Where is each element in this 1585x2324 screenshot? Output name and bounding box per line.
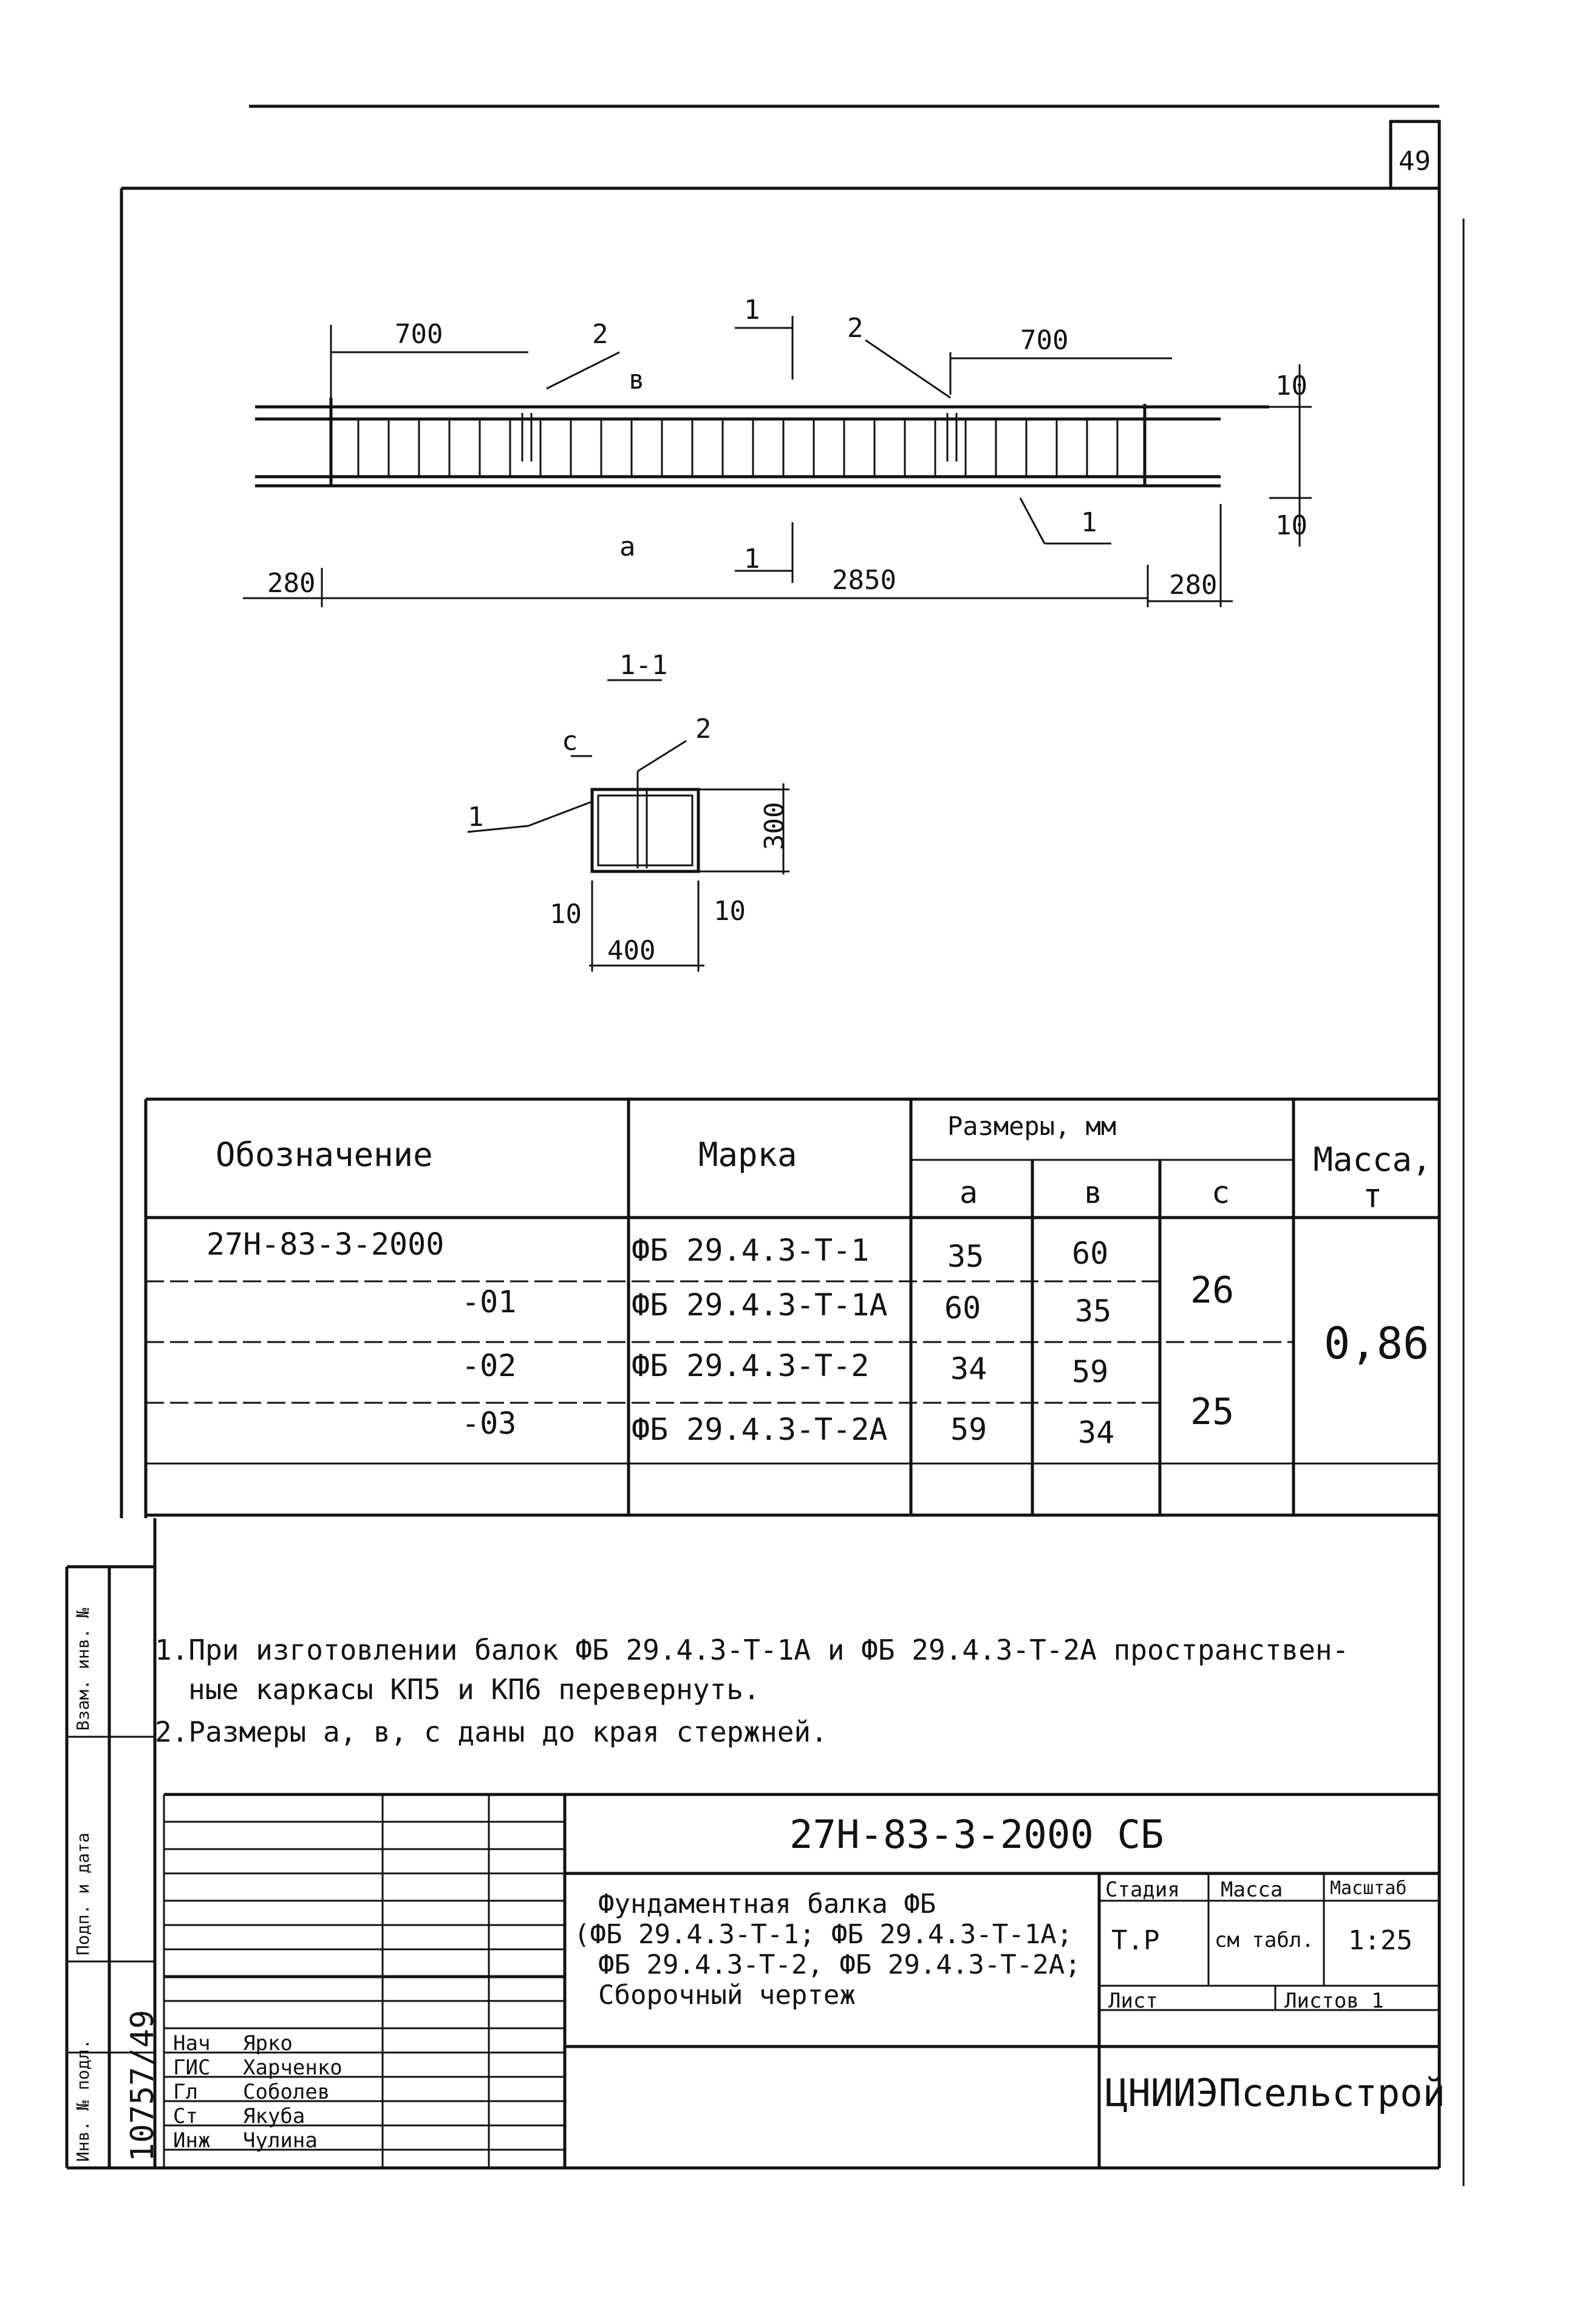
page-number: 49 (1399, 146, 1431, 177)
note-line-1: 1.При изготовлении балок ФБ 29.4.3-Т-1А и ФБ 29.4.3-Т-2А пространствен- (155, 1634, 1349, 1666)
dim-700-left: 700 (395, 319, 443, 350)
row-2-mark: ФБ 29.4.3-Т-2 (632, 1348, 870, 1383)
row-3-b: 34 (1078, 1415, 1115, 1450)
dim-2850: 2850 (832, 565, 896, 596)
sheet-label: Лист (1108, 1989, 1158, 2013)
section-dim-300: 300 (759, 802, 790, 850)
section-mark-top: 1 (744, 295, 760, 325)
sign-date-label: Подп. и дата (73, 1832, 93, 1955)
dim-10-top: 10 (1275, 370, 1307, 401)
stage-value: Т.Р (1111, 1925, 1160, 1956)
row-2-a: 34 (950, 1351, 987, 1386)
header-sizes: Размеры, мм (947, 1111, 1117, 1141)
header-designation: Обозначение (216, 1136, 433, 1174)
section-dim-10-left: 10 (550, 899, 582, 930)
title-line-4: Сборочный чертеж (598, 1980, 856, 2011)
title-line-2: (ФБ 29.4.3-Т-1; ФБ 29.4.3-Т-1А; (574, 1919, 1073, 1950)
section-title: 1-1 (619, 650, 668, 681)
mass-value-tb: см табл. (1215, 1928, 1314, 1952)
sign-row-4-name: Чулина (243, 2128, 318, 2153)
dim-280-left: 280 (267, 568, 316, 599)
section-dim-400: 400 (607, 935, 656, 966)
header-mark: Марка (698, 1136, 797, 1174)
section-1-1 (468, 680, 789, 972)
callout-2-left: 2 (592, 319, 608, 350)
mass-label: Масса (1221, 1878, 1283, 1902)
row-0-b: 60 (1072, 1236, 1109, 1271)
row-0-designation: 27Н-83-3-2000 (206, 1227, 445, 1262)
beam-elevation (243, 316, 1312, 607)
header-mass: Масса, т (1313, 1140, 1432, 1215)
section-callout-2: 2 (695, 714, 712, 745)
replace-label: Взам. инв. № (73, 1607, 93, 1731)
sign-row-0-name: Ярко (243, 2031, 293, 2056)
c-group-1: 26 (1190, 1269, 1235, 1312)
callout-2-right: 2 (847, 313, 864, 344)
sheets-label: Листов 1 (1284, 1989, 1384, 2013)
sign-row-3-role: Ст (173, 2104, 198, 2128)
row-1-designation: -01 (462, 1284, 517, 1320)
header-a: а (960, 1175, 978, 1210)
row-3-mark: ФБ 29.4.3-Т-2А (632, 1412, 888, 1447)
row-3-designation: -03 (462, 1406, 517, 1441)
inv-number: 10757/49 (124, 2009, 161, 2162)
row-2-b: 59 (1072, 1354, 1109, 1389)
dim-700-right: 700 (1020, 325, 1069, 356)
doc-code: 27Н-83-3-2000 СБ (789, 1813, 1164, 1858)
section-callout-1: 1 (468, 802, 484, 833)
sign-row-1-name: Харченко (243, 2056, 343, 2080)
organization: ЦНИИЭПсельстрой (1105, 2071, 1445, 2115)
section-dim-10-right: 10 (714, 896, 746, 927)
section-mark-bottom: 1 (744, 544, 760, 574)
section-c: с (562, 726, 578, 757)
sign-row-2-name: Соболев (243, 2080, 330, 2104)
header-b: в (1084, 1175, 1103, 1210)
row-3-a: 59 (950, 1412, 987, 1447)
scale-label: Масштаб (1330, 1878, 1407, 1899)
callout-1-bottom: 1 (1081, 507, 1097, 538)
sign-row-1-role: ГИС (173, 2056, 211, 2080)
title-line-1: Фундаментная балка ФБ (598, 1889, 936, 1920)
inv-label: Инв. № подл. (73, 2039, 93, 2162)
label-a: а (619, 531, 636, 562)
c-group-2: 25 (1190, 1391, 1235, 1433)
sign-row-0-role: Нач (173, 2031, 211, 2056)
row-1-a: 60 (944, 1290, 981, 1326)
mass-value: 0,86 (1324, 1318, 1430, 1369)
sign-row-3-name: Якуба (243, 2104, 305, 2128)
dim-10-bottom: 10 (1275, 510, 1307, 541)
title-line-3: ФБ 29.4.3-Т-2, ФБ 29.4.3-Т-2А; (598, 1949, 1081, 1980)
scale-value: 1:25 (1348, 1925, 1413, 1956)
row-0-mark: ФБ 29.4.3-Т-1 (632, 1233, 870, 1268)
row-0-a: 35 (947, 1239, 984, 1274)
label-b: в (629, 364, 645, 395)
sign-row-4-role: Инж (173, 2128, 211, 2153)
note-line-2: ные каркасы КП5 и КП6 перевернуть. (188, 1673, 760, 1706)
row-1-mark: ФБ 29.4.3-Т-1А (632, 1287, 888, 1323)
stage-label: Стадия (1105, 1878, 1180, 1902)
row-2-designation: -02 (462, 1348, 517, 1383)
row-1-b: 35 (1075, 1293, 1112, 1329)
sign-row-2-role: Гл (173, 2080, 198, 2104)
dim-280-right: 280 (1169, 570, 1218, 601)
header-c: с (1212, 1175, 1230, 1210)
note-line-3: 2.Размеры а, в, с даны до края стержней. (155, 1716, 828, 1748)
